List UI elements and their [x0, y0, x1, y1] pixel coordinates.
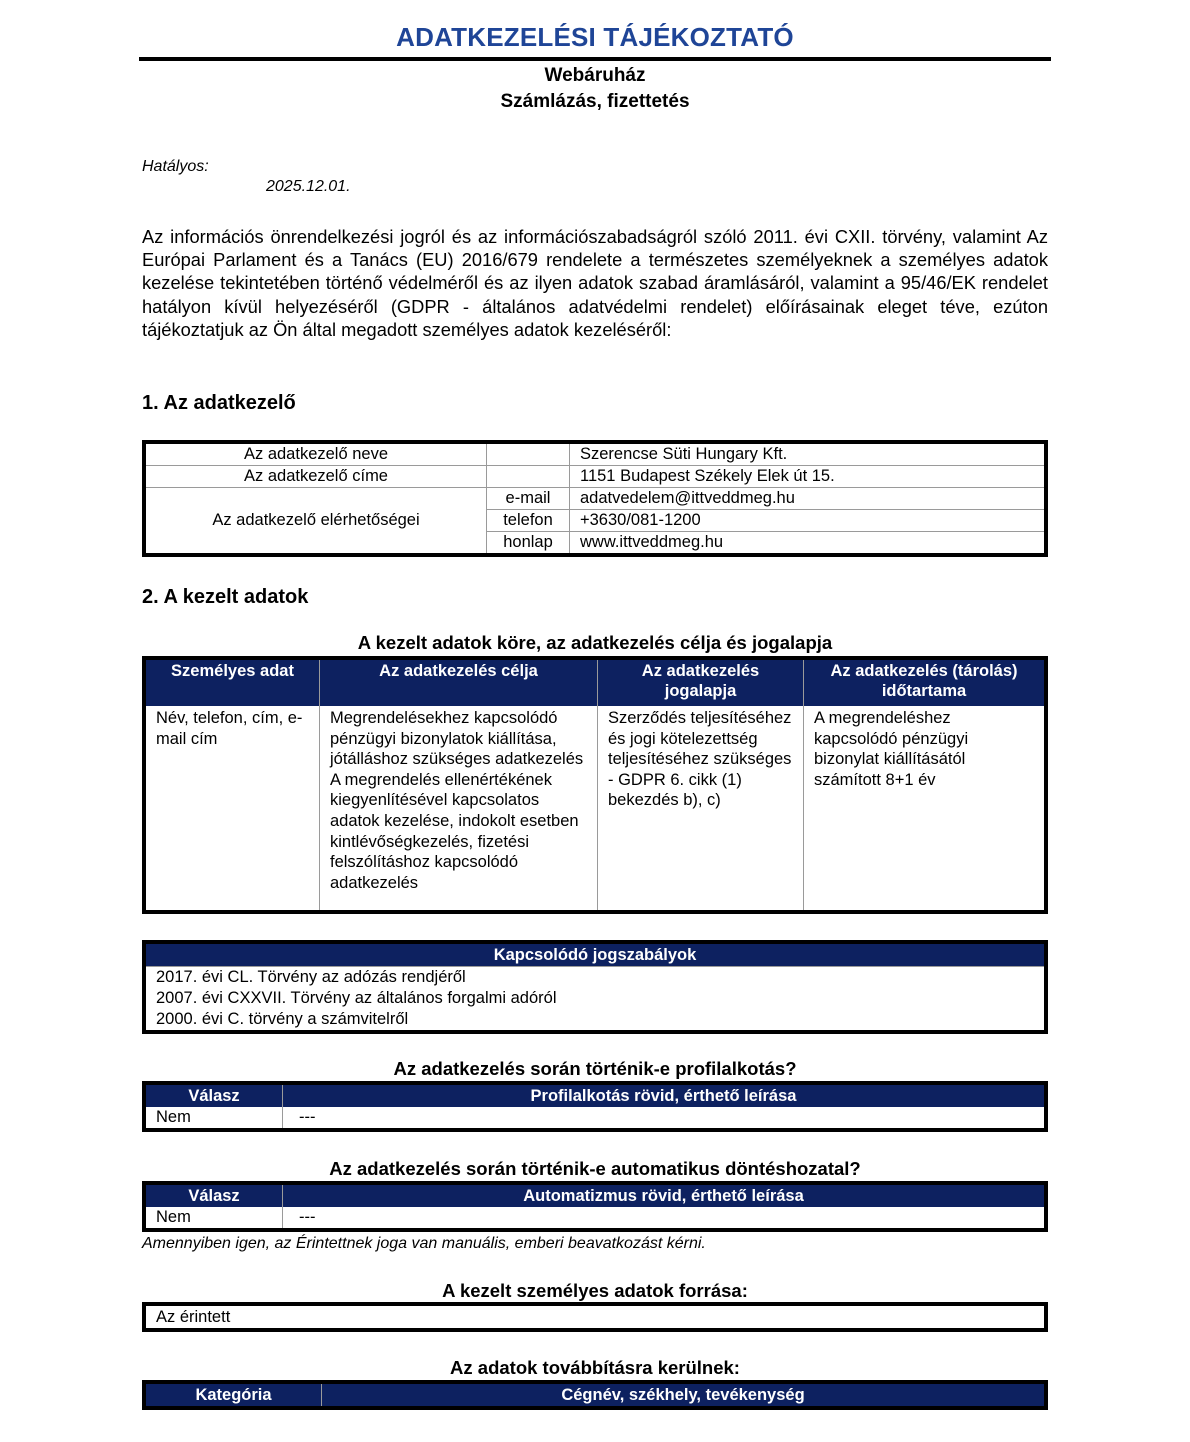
- controller-address-value: 1151 Budapest Székely Elek út 15.: [570, 466, 1047, 488]
- data-transfer-table: [142, 1380, 1048, 1410]
- header-purpose: Az adatkezelés célja: [320, 658, 598, 706]
- effective-date: 2025.12.01.: [266, 178, 351, 195]
- header-personal-data: Személyes adat: [144, 658, 320, 706]
- table-row: [144, 1107, 1046, 1130]
- table-row: [144, 488, 1046, 510]
- table-row: [144, 1304, 1046, 1330]
- document-subtitle-billing: Számlázás, fizettetés: [500, 91, 690, 112]
- profiling-caption: Az adatkezelés során történik-e profilalkotás?: [393, 1058, 797, 1079]
- intro-paragraph: Az információs önrendelkezési jogról és az információszabadságról szóló 2011. évi CXII. törvény, valamint Az Európai Parlament és a Tanács (EU) 2016/679 rendelete a természetes személyeknek a személyes adatok kezelése tekintetében történő védelméről és az ilyen adatok szabad áramlásáról, valamint a 95/46/EK rendelet hatályon kívül helyezéséről (GDPR - általános adatvédelmi rendelet) előírásainak eleget téve, ezúton tájékoztatjuk az Ön által megadott személyes adatok kezeléséről:: [142, 226, 1048, 340]
- table-header-row: [144, 1083, 1046, 1107]
- table-row: [144, 1207, 1046, 1230]
- automated-description: ---: [299, 1208, 316, 1226]
- processed-data-table: [142, 656, 1048, 914]
- website-label: honlap: [487, 532, 570, 556]
- header-legal-basis: Az adatkezelés jogalapja: [598, 658, 804, 706]
- purpose-item: A megrendelés ellenértékének kiegyenlítésével kapcsolatos adatok kezelése, indokolt esetben kintlévőségkezelés, fizetési felszólításhoz kapcsolódó adatkezelés: [330, 770, 579, 892]
- data-table-caption: A kezelt adatok köre, az adatkezelés célja és jogalapja: [357, 632, 833, 653]
- controller-contacts-label: Az adatkezelő elérhetőségei: [144, 488, 487, 556]
- automated-decision-caption: Az adatkezelés során történik-e automatikus döntéshozatal?: [329, 1158, 861, 1179]
- empty-cell: [487, 466, 570, 488]
- controller-name-label: Az adatkezelő neve: [144, 442, 487, 466]
- data-source-caption: A kezelt személyes adatok forrása:: [442, 1280, 748, 1301]
- law-item: 2000. évi C. törvény a számvitelről: [156, 1010, 409, 1028]
- profiling-description: ---: [299, 1108, 316, 1126]
- manual-intervention-note: Amennyiben igen, az Érintettnek joga van manuális, emberi beavatkozást kérni.: [142, 1235, 706, 1252]
- related-laws-table: [142, 940, 1048, 1034]
- controller-name-value: Szerencse Süti Hungary Kft.: [570, 442, 1047, 466]
- header-category: Kategória: [144, 1382, 322, 1408]
- table-row: [144, 466, 1046, 488]
- section-2-heading: 2. A kezelt adatok: [142, 586, 309, 608]
- header-description: Profilalkotás rövid, érthető leírása: [530, 1087, 797, 1105]
- empty-cell: [487, 442, 570, 466]
- document-subtitle-webshop: Webáruház: [544, 65, 646, 86]
- header-description: Automatizmus rövid, érthető leírása: [523, 1187, 804, 1205]
- legal-basis-cell: Szerződés teljesítéséhez és jogi kötelezettség teljesítéséhez szükséges - GDPR 6. cikk (1) bekezdés b), c): [598, 706, 804, 912]
- header-answer: Válasz: [144, 1183, 283, 1207]
- purpose-item: Megrendelésekhez kapcsolódó pénzügyi bizonylatok kiállítása, jótálláshoz szükséges adatkezelés: [330, 709, 584, 769]
- email-value: adatvedelem@ittveddmeg.hu: [570, 488, 1047, 510]
- table-row: [144, 967, 1046, 1033]
- purpose-cell: [320, 706, 598, 912]
- title-divider: [139, 57, 1051, 61]
- header-company: Cégnév, székhely, tevékenység: [561, 1386, 805, 1404]
- laws-list: [144, 967, 1046, 1033]
- email-label: e-mail: [487, 488, 570, 510]
- table-row: [144, 706, 1046, 912]
- website-value: www.ittveddmeg.hu: [570, 532, 1047, 556]
- automated-answer: Nem: [144, 1207, 283, 1230]
- table-header-row: [144, 942, 1046, 967]
- retention-cell: A megrendeléshez kapcsolódó pénzügyi bizonylat kiállításától számított 8+1 év: [814, 709, 969, 789]
- document-title: ADATKEZELÉSI TÁJÉKOZTATÓ: [396, 22, 794, 52]
- effective-label: Hatályos:: [142, 158, 209, 175]
- section-1-heading: 1. Az adatkezelő: [142, 392, 296, 414]
- personal-data-cell: Név, telefon, cím, e-mail cím: [144, 706, 320, 912]
- laws-header: Kapcsolódó jogszabályok: [144, 942, 1046, 967]
- automated-decision-table: [142, 1181, 1048, 1232]
- profiling-table: [142, 1081, 1048, 1132]
- controller-address-label: Az adatkezelő címe: [144, 466, 487, 488]
- law-item: 2007. évi CXXVII. Törvény az általános forgalmi adóról: [156, 989, 557, 1007]
- table-header-row: [144, 1183, 1046, 1207]
- table-header-row: [144, 658, 1046, 706]
- header-answer: Válasz: [144, 1083, 283, 1107]
- phone-label: telefon: [487, 510, 570, 532]
- table-row: [144, 442, 1046, 466]
- data-source-table: [142, 1302, 1048, 1332]
- profiling-answer: Nem: [144, 1107, 283, 1130]
- controller-table: [142, 440, 1048, 557]
- table-header-row: [144, 1382, 1046, 1408]
- header-retention: Az adatkezelés (tárolás) időtartama: [830, 662, 1018, 700]
- data-source-value: Az érintett: [156, 1308, 231, 1326]
- data-transfer-caption: Az adatok továbbításra kerülnek:: [450, 1357, 740, 1378]
- phone-value: +3630/081-1200: [570, 510, 1047, 532]
- law-item: 2017. évi CL. Törvény az adózás rendjéről: [156, 968, 466, 986]
